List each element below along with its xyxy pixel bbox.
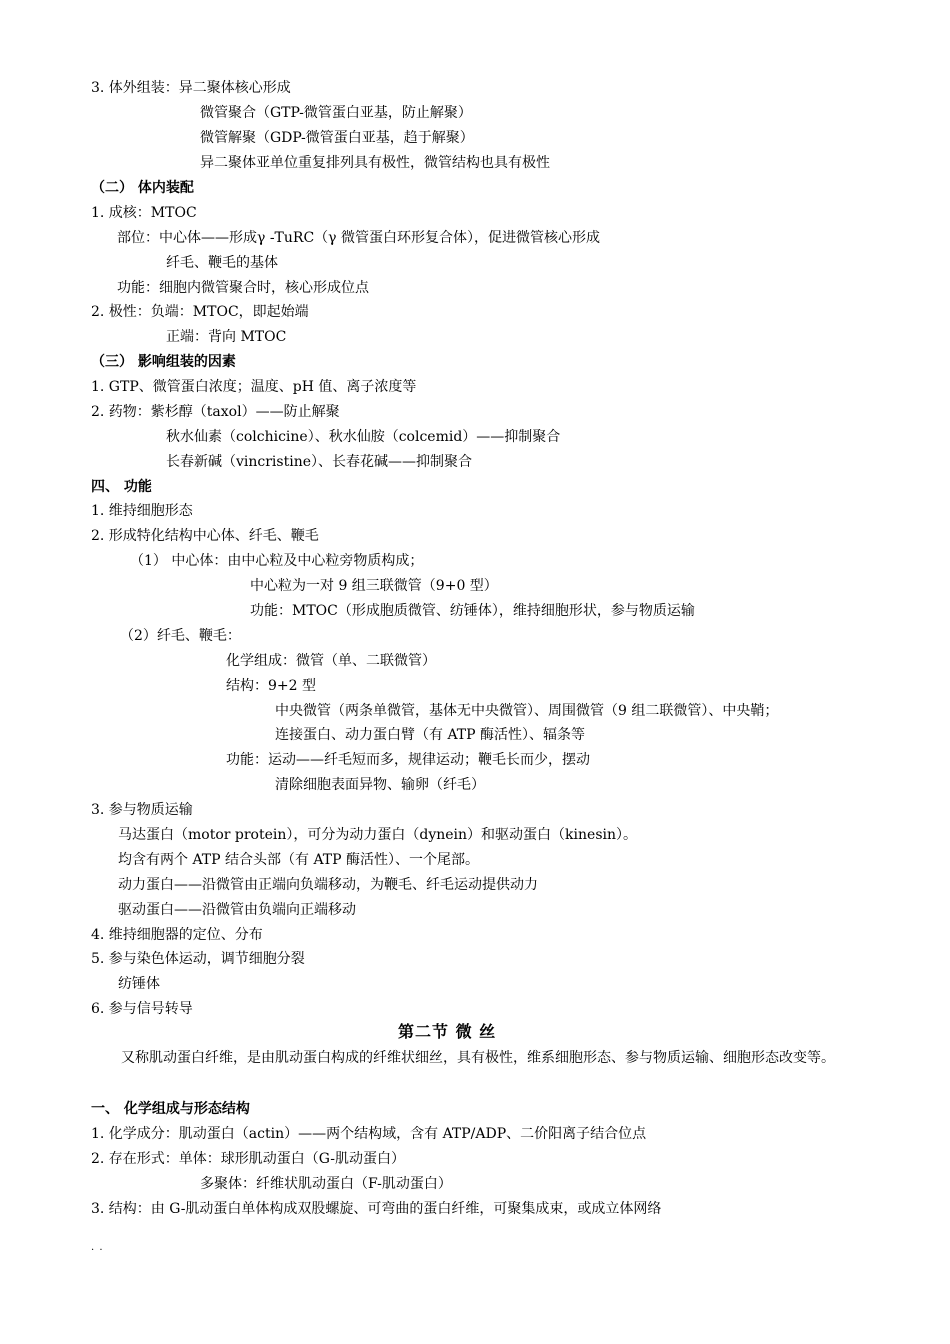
text-line: 中央微管（两条单微管，基体无中央微管）、周围微管（9 组二联微管）、中央鞘； — [275, 703, 779, 719]
text-line: 6. 参与信号转导 — [91, 1001, 193, 1017]
text-line: 清除细胞表面异物、输卵（纤毛） — [275, 777, 485, 793]
text-line: 秋水仙素（colchicine）、秋水仙胺（colcemid）——抑制聚合 — [166, 429, 561, 445]
text-line: 1. 化学成分：肌动蛋白（actin）——两个结构域，含有 ATP/ADP、二价阳离子结合位点 — [91, 1126, 647, 1142]
text-line: 均含有两个 ATP 结合头部（有 ATP 酶活性）、一个尾部。 — [118, 852, 480, 868]
paragraph: 又称肌动蛋白纤维，是由肌动蛋白构成的纤维状细丝，具有极性，维系细胞形态、参与物质运输、细胞形态改变等。 — [121, 1050, 835, 1066]
text-line: 结构：9+2 型 — [226, 678, 316, 694]
section-heading: （二） 体内装配 — [91, 180, 194, 196]
text-line: 正端：背向 MTOC — [166, 329, 287, 345]
text-line: 3. 体外组装：异二聚体核心形成 — [91, 80, 291, 96]
text-line: 部位：中心体——形成γ -TuRC（γ 微管蛋白环形复合体），促进微管核心形成 — [117, 230, 600, 246]
text-line: 2. 形成特化结构中心体、纤毛、鞭毛 — [91, 528, 319, 544]
text-line: 2. 存在形式：单体：球形肌动蛋白（G-肌动蛋白） — [91, 1151, 405, 1167]
text-line: 功能：运动——纤毛短而多，规律运动；鞭毛长而少，摆动 — [226, 752, 590, 768]
text-line: 1. 维持细胞形态 — [91, 503, 193, 519]
page-dots: . . — [91, 1242, 104, 1253]
text-line: 3. 参与物质运输 — [91, 802, 193, 818]
section-heading: 一、 化学组成与形态结构 — [91, 1101, 250, 1117]
text-line: 纺锤体 — [118, 976, 160, 992]
text-line: 化学组成：微管（单、二联微管） — [226, 653, 436, 669]
chapter-title: 第二节 微 丝 — [398, 1022, 497, 1041]
text-line: 4. 维持细胞器的定位、分布 — [91, 927, 263, 943]
text-line: 长春新碱（vincristine）、长春花碱——抑制聚合 — [166, 454, 473, 470]
text-line: 5. 参与染色体运动，调节细胞分裂 — [91, 951, 305, 967]
text-line: 异二聚体亚单位重复排列具有极性，微管结构也具有极性 — [200, 155, 550, 171]
section-heading: 四、 功能 — [91, 479, 152, 495]
text-line: 功能：MTOC（形成胞质微管、纺锤体），维持细胞形状，参与物质运输 — [250, 603, 695, 619]
text-line: 微管解聚（GDP-微管蛋白亚基，趋于解聚） — [200, 130, 474, 146]
text-line: 连接蛋白、动力蛋白臂（有 ATP 酶活性）、辐条等 — [275, 727, 586, 743]
text-line: 纤毛、鞭毛的基体 — [166, 255, 278, 271]
text-line: 2. 药物：紫杉醇（taxol）——防止解聚 — [91, 404, 340, 420]
text-line: 功能：细胞内微管聚合时，核心形成位点 — [117, 280, 369, 296]
text-line: 动力蛋白——沿微管由正端向负端移动，为鞭毛、纤毛运动提供动力 — [118, 877, 538, 893]
text-line: 多聚体：纤维状肌动蛋白（F-肌动蛋白） — [200, 1176, 452, 1192]
text-line: 中心粒为一对 9 组三联微管（9+0 型） — [250, 578, 498, 594]
text-line: （2）纤毛、鞭毛： — [120, 628, 241, 644]
text-line: 2. 极性：负端：MTOC，即起始端 — [91, 304, 309, 320]
text-line: 马达蛋白（motor protein），可分为动力蛋白（dynein）和驱动蛋白（kinesin）。 — [118, 827, 637, 843]
section-heading: （三） 影响组装的因素 — [91, 354, 236, 370]
text-line: 3. 结构：由 G-肌动蛋白单体构成双股螺旋、可弯曲的蛋白纤维，可聚集成束，或成立体网络 — [91, 1201, 662, 1217]
text-line: （1） 中心体：由中心粒及中心粒旁物质构成； — [130, 553, 424, 569]
text-line: 微管聚合（GTP-微管蛋白亚基，防止解聚） — [200, 105, 472, 121]
text-line: 驱动蛋白——沿微管由负端向正端移动 — [118, 902, 356, 918]
text-line: 1. 成核：MTOC — [91, 205, 197, 221]
text-line: 1. GTP、微管蛋白浓度；温度、pH 值、离子浓度等 — [91, 379, 417, 395]
